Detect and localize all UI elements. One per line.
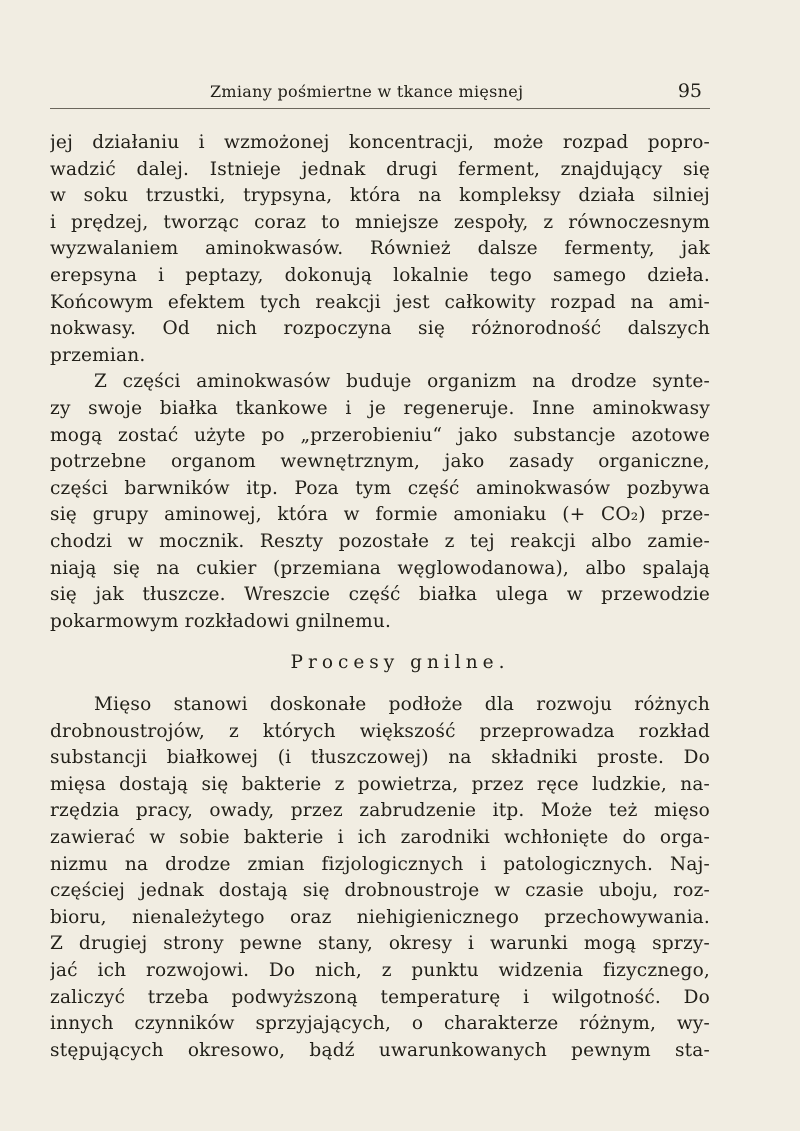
text-line: i prędzej, tworząc coraz to mniejsze zespoły, z równoczesnym: [50, 211, 710, 233]
text-line: Z części aminokwasów buduje organizm na drodze synte-: [94, 371, 710, 393]
running-title: Zmiany pośmiertne w tkance mięsnej: [210, 82, 524, 101]
text-line: nokwasy. Od nich rozpoczyna się różnorodność dalszych: [50, 318, 710, 340]
text-line: zawierać w sobie bakterie i ich zarodniki wchłonięte do orga-: [50, 826, 710, 848]
text-line: zaliczyć trzeba podwyższoną temperaturę i wilgotność. Do: [50, 986, 710, 1008]
text-line: niają się na cukier (przemiana węglowodanowa), albo spalają: [50, 557, 710, 579]
text-line: Mięso stanowi doskonałe podłoże dla rozwoju różnych: [94, 694, 710, 715]
text-line: bioru, nienależytego oraz niehigienicznego przechowywania.: [50, 906, 710, 928]
text-line: erepsyna i peptazy, dokonują lokalnie tego samego dzieła.: [50, 264, 710, 286]
text-line: substancji białkowej (i tłuszczowej) na składniki proste. Do: [50, 747, 710, 769]
text-line: części barwników itp. Poza tym część aminokwasów pozbywa: [50, 477, 710, 499]
paragraph-3: [50, 692, 710, 1064]
text-line: mięsa dostają się bakterie z powietrza, przez ręce ludzkie, na-: [50, 773, 710, 795]
text-line: nizmu na drodze zmian fizjologicznych i patologicznych. Naj-: [50, 853, 710, 875]
text-line: stępujących okresowo, bądź uwarunkowanych pewnym sta-: [50, 1039, 710, 1061]
page-number: 95: [677, 80, 702, 102]
text-line: wyzwalaniem aminokwasów. Również dalsze fermenty, jak: [50, 238, 710, 260]
paragraph-2: [50, 369, 710, 635]
text-line: w soku trzustki, trypsyna, która na kompleksy działa silniej: [50, 185, 710, 207]
text-line: częściej jednak dostają się drobnoustroje w czasie uboju, roz-: [50, 880, 710, 902]
text-line: drobnoustrojów, z których większość przeprowadza rozkład: [50, 720, 710, 742]
text-line: wadzić dalej. Istnieje jednak drugi ferment, znajdujący się: [50, 158, 710, 180]
text-line: potrzebne organom wewnętrznym, jako zasady organiczne,: [50, 451, 710, 473]
text-line: jać ich rozwojowi. Do nich, z punktu widzenia fizycznego,: [50, 959, 710, 981]
text-line: jej działaniu i wzmożonej koncentracji, może rozpad popro-: [50, 132, 710, 153]
text-line: się jak tłuszcze. Wreszcie część białka ulega w przewodzie: [50, 584, 710, 606]
text-line: się grupy aminowej, która w formie amoniaku (+ CO₂) prze-: [50, 504, 710, 526]
text-line: Końcowym efektem tych reakcji jest całkowity rozpad na ami-: [50, 291, 710, 313]
running-header: [50, 78, 710, 109]
text-line: pokarmowym rozkładowi gnilnemu.: [50, 610, 392, 632]
text-line: rzędzia pracy, owady, przez zabrudzenie itp. Może też mięso: [50, 800, 710, 822]
text-line: zy swoje białka tkankowe i je regeneruje. Inne aminokwasy: [50, 397, 710, 419]
body-text: [50, 130, 710, 635]
text-line: przemian.: [50, 344, 146, 366]
text-line: innych czynników sprzyjających, o charakterze różnym, wy-: [50, 1013, 710, 1035]
paragraph-1: [50, 130, 710, 369]
text-line: mogą zostać użyte po „przerobieniu“ jako substancje azotowe: [50, 424, 710, 446]
text-line: chodzi w mocznik. Reszty pozostałe z tej reakcji albo zamie-: [50, 530, 710, 552]
text-line: Z drugiej strony pewne stany, okresy i warunki mogą sprzy-: [50, 933, 710, 955]
section-heading: Procesy gnilne.: [290, 652, 510, 673]
